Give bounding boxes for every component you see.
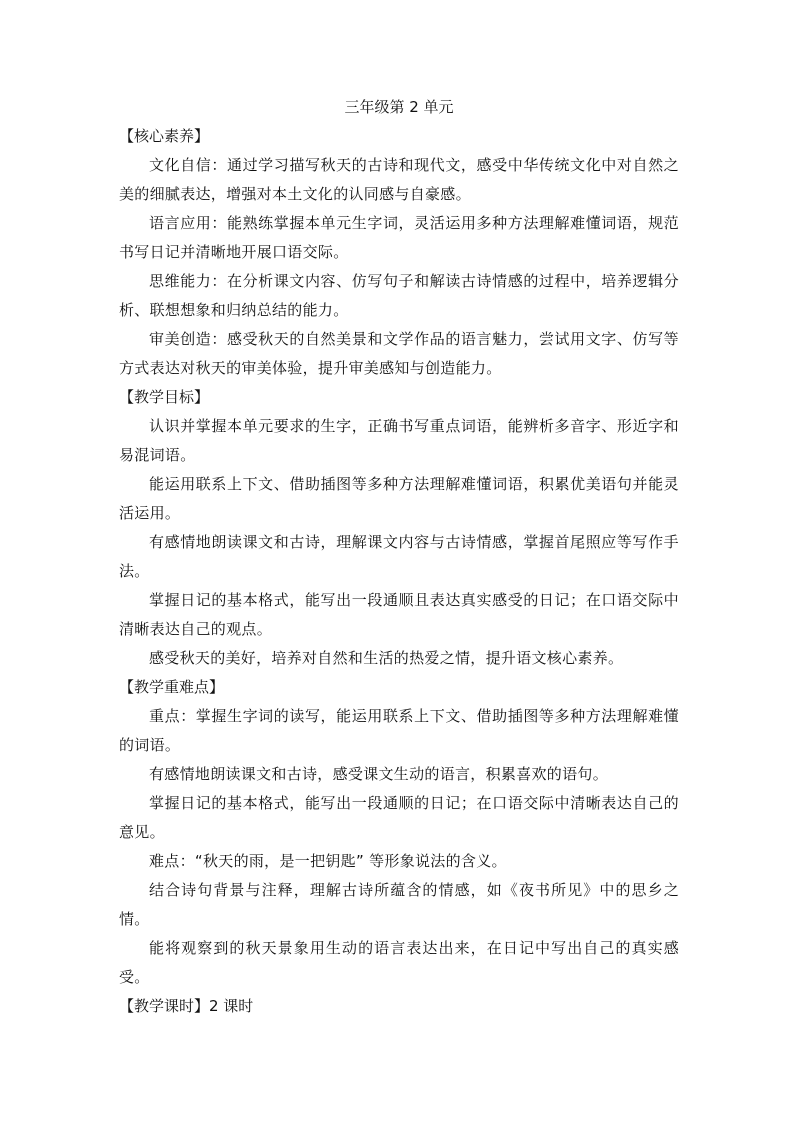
difficult-point-paragraph: 结合诗句背景与注释，理解古诗所蕴含的情感，如《夜书所见》中的思乡之情。 bbox=[119, 881, 679, 928]
teaching-goal-paragraph: 能运用联系上下文、借助插图等多种方法理解难懂词语，积累优美语句并能灵活运用。 bbox=[119, 475, 679, 522]
teaching-goal-paragraph: 认识并掌握本单元要求的生字，正确书写重点词语，能辨析多音字、形近字和易混词语。 bbox=[119, 417, 679, 464]
difficult-point-paragraph: 能将观察到的秋天景象用生动的语言表达出来，在日记中写出自己的真实感受。 bbox=[119, 939, 679, 986]
core-literacy-paragraph: 语言应用：能熟练掌握本单元生字词，灵活运用多种方法理解难懂词语，规范书写日记并清晰地开展口语交际。 bbox=[119, 214, 679, 261]
section-heading-core-literacy: 【核心素养】 bbox=[119, 127, 210, 145]
teaching-goal-paragraph: 感受秋天的美好，培养对自然和生活的热爱之情，提升语文核心素养。 bbox=[149, 649, 624, 667]
core-literacy-paragraph: 思维能力：在分析课文内容、仿写句子和解读古诗情感的过程中，培养逻辑分析、联想想象和归纳总结的能力。 bbox=[119, 272, 679, 319]
key-point-paragraph: 重点：掌握生字词的读写，能运用联系上下文、借助插图等多种方法理解难懂的词语。 bbox=[119, 707, 679, 754]
document-content bbox=[119, 92, 679, 1021]
section-heading-class-hours: 【教学课时】2 课时 bbox=[119, 997, 254, 1015]
teaching-goal-paragraph: 有感情地朗读课文和古诗，理解课文内容与古诗情感，掌握首尾照应等写作手法。 bbox=[119, 533, 679, 580]
section-heading-teaching-goals: 【教学目标】 bbox=[119, 388, 210, 406]
difficult-point-paragraph: 难点：“秋天的雨，是一把钥匙” 等形象说法的含义。 bbox=[149, 852, 507, 870]
document-title: 三年级第 2 单元 bbox=[344, 98, 454, 116]
section-heading-key-difficult-points: 【教学重难点】 bbox=[119, 678, 225, 696]
key-point-paragraph: 有感情地朗读课文和古诗，感受课文生动的语言，积累喜欢的语句。 bbox=[149, 765, 609, 783]
key-point-paragraph: 掌握日记的基本格式，能写出一段通顺的日记；在口语交际中清晰表达自己的意见。 bbox=[119, 794, 679, 841]
teaching-goal-paragraph: 掌握日记的基本格式，能写出一段通顺且表达真实感受的日记；在口语交际中清晰表达自己的观点。 bbox=[119, 591, 679, 638]
core-literacy-paragraph: 审美创造：感受秋天的自然美景和文学作品的语言魅力，尝试用文字、仿写等方式表达对秋天的审美体验，提升审美感知与创造能力。 bbox=[119, 330, 679, 377]
core-literacy-paragraph: 文化自信：通过学习描写秋天的古诗和现代文，感受中华传统文化中对自然之美的细腻表达，增强对本土文化的认同感与自豪感。 bbox=[119, 156, 679, 203]
